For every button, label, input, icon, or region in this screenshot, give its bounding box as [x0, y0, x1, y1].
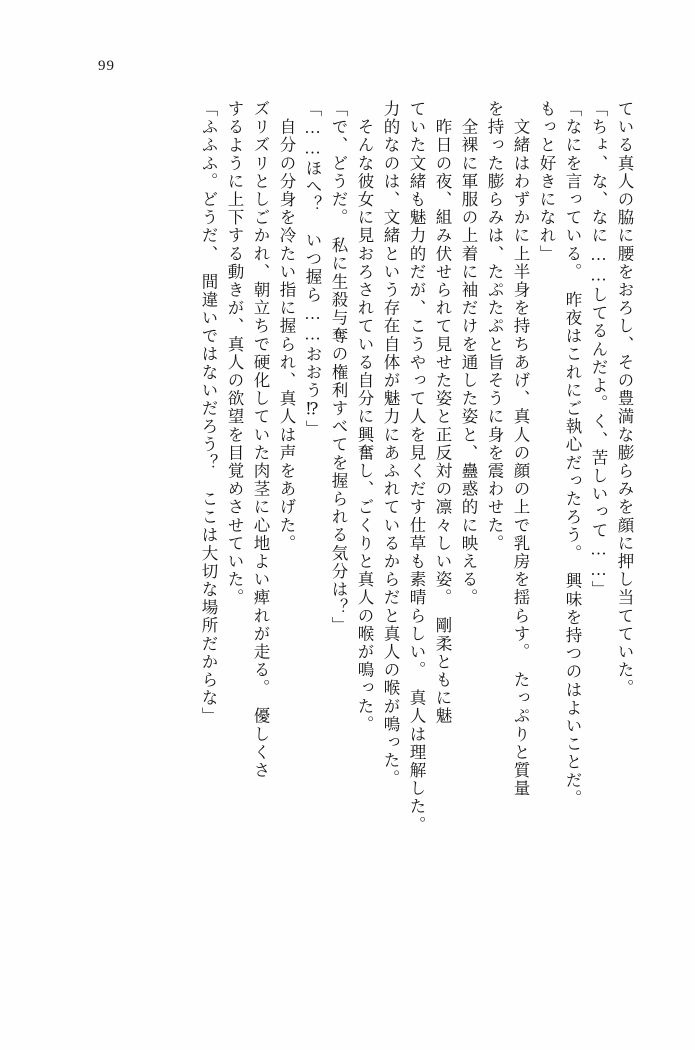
text-column: 「なにを言っている。 昨夜はこれにご執心だったろう。 興味を持つのはよいことだ。	[563, 100, 582, 808]
text-column: 文緒はわずかに上半身を持ちあげ、真人の顔の上で乳房を揺らす。 たっぷりと質量	[511, 100, 530, 798]
text-column: 「……ほへ？ いつ握ら……おおう⁉」	[303, 100, 322, 439]
text-column: 「ちょ、な、なに……してるんだよ。く、苦しいって……」	[589, 100, 608, 599]
text-column: するように上下する動きが、真人の欲望を目覚めさせていた。	[225, 100, 244, 607]
vertical-text-body	[62, 100, 632, 970]
text-column: もっと好きになれ」	[537, 100, 556, 263]
text-column: ていた文緒も魅力的だが、こうやって人を見くだす仕草も素晴らしい。 真人は理解した。	[407, 100, 426, 834]
text-column: 力的なのは、文緒という存在自体が魅力にあふれているからだと真人の喉が鳴った。	[381, 100, 400, 788]
text-column: 昨日の夜、組み伏せられて見せた姿と正反対の凛々しい姿。 剛柔ともに魅	[433, 100, 452, 726]
text-column: ている真人の脇に腰をおろし、その豊満な膨らみを顔に押し当てていた。	[615, 100, 634, 698]
text-column: ズリズリとしごかれ、朝立ちで硬化していた肉茎に心地よい痺れが走る。 優しくさ	[251, 100, 270, 780]
text-column: 「で、どうだ。 私に生殺与奪の権利すべてを握られる気分は？」	[329, 100, 348, 635]
text-column: そんな彼女に見おろされている自分に興奮し、ごくりと真人の喉が鳴った。	[355, 100, 374, 734]
text-column: を持った膨らみは、たぷたぷと旨そうに身を震わせた。	[485, 100, 504, 553]
page-number: 99	[98, 58, 115, 74]
text-column: 全裸に軍服の上着に袖だけを通した姿と、蠱惑的に映える。	[459, 100, 478, 607]
text-column: 「ふふふ。どうだ、 間違いではないだろう？ ここは大切な場所だからな」	[199, 100, 218, 726]
text-column: 自分の分身を冷たい指に握られ、真人は声をあげた。	[277, 100, 296, 553]
